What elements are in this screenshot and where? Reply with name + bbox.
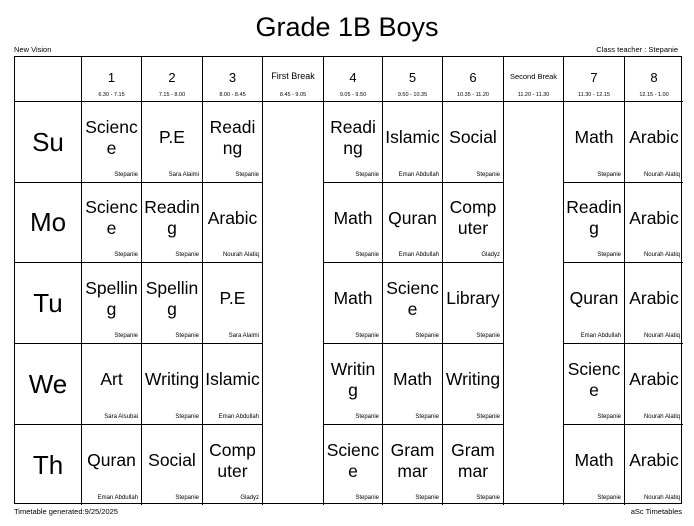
lesson-cell — [564, 263, 625, 344]
lesson-cell — [82, 344, 142, 425]
lesson-subject: Math — [393, 369, 432, 389]
lesson-cell — [82, 102, 142, 183]
lesson-teacher: Gladyz — [240, 495, 259, 501]
break-cell — [504, 263, 564, 344]
lesson-cell — [625, 102, 683, 183]
day-label: Tu — [33, 287, 63, 318]
lesson-teacher: Stepanie — [355, 172, 379, 178]
lesson-cell — [324, 102, 383, 183]
break-header — [504, 57, 564, 102]
period-time: 11.30 - 12.15 — [577, 92, 610, 98]
period-time: 10.35 - 11.20 — [456, 92, 489, 98]
lesson-teacher: Eman Abdullah — [580, 333, 621, 339]
lesson-cell — [383, 425, 443, 505]
period-number: 6 — [469, 70, 477, 85]
lesson-cell — [625, 344, 683, 425]
lesson-cell — [383, 344, 443, 425]
timetable-grid — [14, 56, 682, 504]
lesson-cell — [324, 425, 383, 505]
lesson-teacher: Eman Abdullah — [97, 495, 138, 501]
break-cell — [504, 183, 564, 263]
lesson-teacher: Stepanie — [597, 252, 621, 258]
lesson-teacher: Sara Alsubai — [104, 414, 138, 420]
break-cell — [504, 425, 564, 505]
lesson-cell — [203, 263, 263, 344]
period-time: 9.50 - 10.35 — [397, 92, 428, 98]
day-label: Su — [32, 126, 64, 157]
lesson-subject: Math — [574, 127, 614, 147]
lesson-subject: Arabic — [629, 288, 679, 308]
lesson-subject: Reading — [566, 197, 622, 238]
break-cell — [263, 263, 324, 344]
lesson-cell — [564, 344, 625, 425]
period-header — [383, 57, 443, 102]
lesson-teacher: Stepanie — [476, 172, 500, 178]
period-number: 1 — [107, 70, 116, 85]
lesson-teacher: Sara Alaimi — [168, 172, 199, 178]
period-number: 2 — [168, 70, 176, 85]
period-header — [443, 57, 504, 102]
lesson-subject: Library — [446, 288, 500, 308]
lesson-teacher: Stepanie — [597, 495, 621, 501]
lesson-subject: Writing — [330, 358, 376, 400]
period-header — [82, 57, 142, 102]
lesson-subject: Reading — [144, 197, 200, 238]
class-teacher: Class teacher : Stepanie — [596, 45, 678, 54]
lesson-teacher: Stepanie — [175, 495, 199, 501]
lesson-cell — [82, 183, 142, 263]
break-cell — [263, 344, 324, 425]
lesson-subject: Arabic — [629, 127, 679, 147]
lesson-cell — [383, 263, 443, 344]
lesson-cell — [142, 263, 203, 344]
period-time: 12.15 - 1.00 — [639, 92, 669, 98]
lesson-subject: Reading — [330, 116, 376, 158]
day-label: Mo — [29, 207, 67, 237]
lesson-subject: Math — [333, 288, 373, 308]
lesson-teacher: Nourah Alatiq — [643, 333, 680, 339]
lesson-cell — [625, 263, 683, 344]
period-time: 8.45 - 9.05 — [279, 92, 307, 98]
lesson-cell — [203, 183, 263, 263]
period-time: 6.30 - 7.15 — [98, 92, 125, 98]
lesson-teacher: Stepanie — [114, 333, 138, 339]
lesson-subject: Math — [574, 450, 614, 470]
timetable-title: Grade 1B Boys — [255, 12, 439, 42]
lesson-subject: Art — [100, 369, 123, 389]
period-header — [324, 57, 383, 102]
lesson-subject: Quran — [569, 288, 619, 308]
period-number: 4 — [349, 70, 357, 85]
lesson-teacher: Stepanie — [476, 495, 500, 501]
lesson-cell — [443, 183, 504, 263]
day-label: Th — [32, 449, 64, 480]
lesson-subject: P.E — [159, 127, 185, 147]
lesson-subject: Social — [449, 127, 497, 147]
lesson-cell — [564, 183, 625, 263]
lesson-cell — [443, 344, 504, 425]
lesson-teacher: Stepanie — [415, 495, 439, 501]
lesson-cell — [625, 425, 683, 505]
lesson-cell — [142, 344, 203, 425]
lesson-teacher: Stepanie — [355, 333, 379, 339]
lesson-teacher: Stepanie — [355, 252, 379, 258]
period-number: 5 — [408, 70, 417, 85]
lesson-subject: Spelling — [85, 277, 138, 319]
period-number: 3 — [228, 70, 237, 85]
lesson-teacher: Stepanie — [114, 252, 138, 258]
lesson-subject: Arabic — [629, 369, 679, 389]
lesson-teacher: Stepanie — [597, 414, 621, 420]
lesson-teacher: Stepanie — [235, 172, 259, 178]
day-label: We — [28, 368, 68, 399]
break-cell — [263, 183, 324, 263]
lesson-teacher: Eman Abdullah — [218, 414, 259, 420]
lesson-teacher: Eman Abdullah — [398, 252, 439, 258]
lesson-subject: Arabic — [629, 207, 679, 228]
lesson-subject: Spelling — [145, 277, 199, 319]
lesson-subject: Writing — [445, 369, 501, 389]
break-name: First Break — [271, 71, 315, 81]
lesson-cell — [203, 102, 263, 183]
lesson-subject: Science — [85, 116, 138, 158]
break-cell — [504, 344, 564, 425]
day-cell — [15, 183, 82, 263]
lesson-teacher: Nourah Alatiq — [643, 252, 680, 258]
lesson-cell — [564, 102, 625, 183]
school-name: New Vision — [14, 45, 52, 54]
day-cell — [15, 102, 82, 183]
lesson-subject: Science — [85, 197, 138, 238]
corner-cell — [15, 57, 82, 102]
period-time: 11.20 - 11.30 — [517, 92, 550, 98]
break-cell — [263, 102, 324, 183]
lesson-cell — [142, 102, 203, 183]
lesson-cell — [82, 425, 142, 505]
lesson-subject: Grammar — [390, 439, 435, 481]
break-cell — [504, 102, 564, 183]
lesson-cell — [625, 183, 683, 263]
lesson-cell — [203, 425, 263, 505]
lesson-teacher: Eman Abdullah — [398, 172, 439, 178]
lesson-subject: Grammar — [451, 439, 495, 481]
period-header — [564, 57, 625, 102]
lesson-cell — [82, 263, 142, 344]
lesson-subject: Science — [326, 439, 380, 481]
lesson-cell — [443, 425, 504, 505]
lesson-teacher: Stepanie — [114, 172, 138, 178]
lesson-teacher: Stepanie — [175, 252, 199, 258]
lesson-teacher: Stepanie — [355, 495, 379, 501]
lesson-teacher: Stepanie — [415, 333, 439, 339]
period-header — [142, 57, 203, 102]
lesson-teacher: Sara Alaimi — [228, 333, 259, 339]
day-cell — [15, 425, 82, 505]
break-name: Second Break — [509, 72, 558, 81]
lesson-cell — [324, 263, 383, 344]
lesson-teacher: Nourah Alatiq — [643, 495, 680, 501]
lesson-teacher: Stepanie — [476, 333, 500, 339]
lesson-subject: Reading — [209, 116, 256, 158]
lesson-subject: Islamic — [385, 127, 440, 147]
break-cell — [263, 425, 324, 505]
lesson-subject: Arabic — [629, 450, 679, 470]
software-credit: aSc Timetables — [630, 507, 682, 516]
lesson-cell — [324, 183, 383, 263]
period-number: 8 — [650, 70, 658, 85]
lesson-cell — [324, 344, 383, 425]
lesson-cell — [142, 425, 203, 505]
generated-date: Timetable generated:9/25/2025 — [14, 507, 118, 516]
lesson-subject: Math — [333, 207, 373, 228]
lesson-subject: Islamic — [205, 369, 260, 389]
lesson-cell — [383, 183, 443, 263]
lesson-subject: Science — [386, 277, 439, 319]
lesson-subject: Arabic — [207, 207, 258, 228]
period-header — [203, 57, 263, 102]
lesson-subject: Computer — [449, 197, 497, 238]
break-header — [263, 57, 324, 102]
lesson-cell — [443, 263, 504, 344]
lesson-cell — [443, 102, 504, 183]
period-time: 7.15 - 8.00 — [158, 92, 186, 98]
lesson-subject: Writing — [144, 369, 200, 389]
lesson-teacher: Nourah Alatiq — [643, 414, 680, 420]
lesson-cell — [203, 344, 263, 425]
lesson-teacher: Stepanie — [597, 172, 621, 178]
period-time: 8.00 - 8.45 — [219, 92, 246, 98]
lesson-subject: Computer — [209, 439, 256, 481]
lesson-subject: P.E — [219, 288, 246, 308]
lesson-subject: Quran — [87, 450, 136, 470]
lesson-teacher: Stepanie — [476, 414, 500, 420]
lesson-teacher: Stepanie — [415, 414, 439, 420]
period-header — [625, 57, 683, 102]
lesson-teacher: Stepanie — [355, 414, 379, 420]
lesson-teacher: Nourah Alatiq — [643, 172, 680, 178]
lesson-teacher: Stepanie — [175, 414, 199, 420]
lesson-cell — [383, 102, 443, 183]
period-time: 9.05 - 9.50 — [339, 92, 367, 98]
lesson-subject: Science — [567, 358, 621, 400]
lesson-cell — [564, 425, 625, 505]
lesson-teacher: Gladyz — [481, 252, 500, 258]
day-cell — [15, 344, 82, 425]
lesson-cell — [142, 183, 203, 263]
lesson-subject: Quran — [388, 207, 437, 228]
day-cell — [15, 263, 82, 344]
lesson-teacher: Nourah Alatiq — [222, 252, 259, 258]
lesson-subject: Social — [148, 450, 196, 470]
lesson-teacher: Stepanie — [175, 333, 199, 339]
period-number: 7 — [590, 70, 598, 85]
